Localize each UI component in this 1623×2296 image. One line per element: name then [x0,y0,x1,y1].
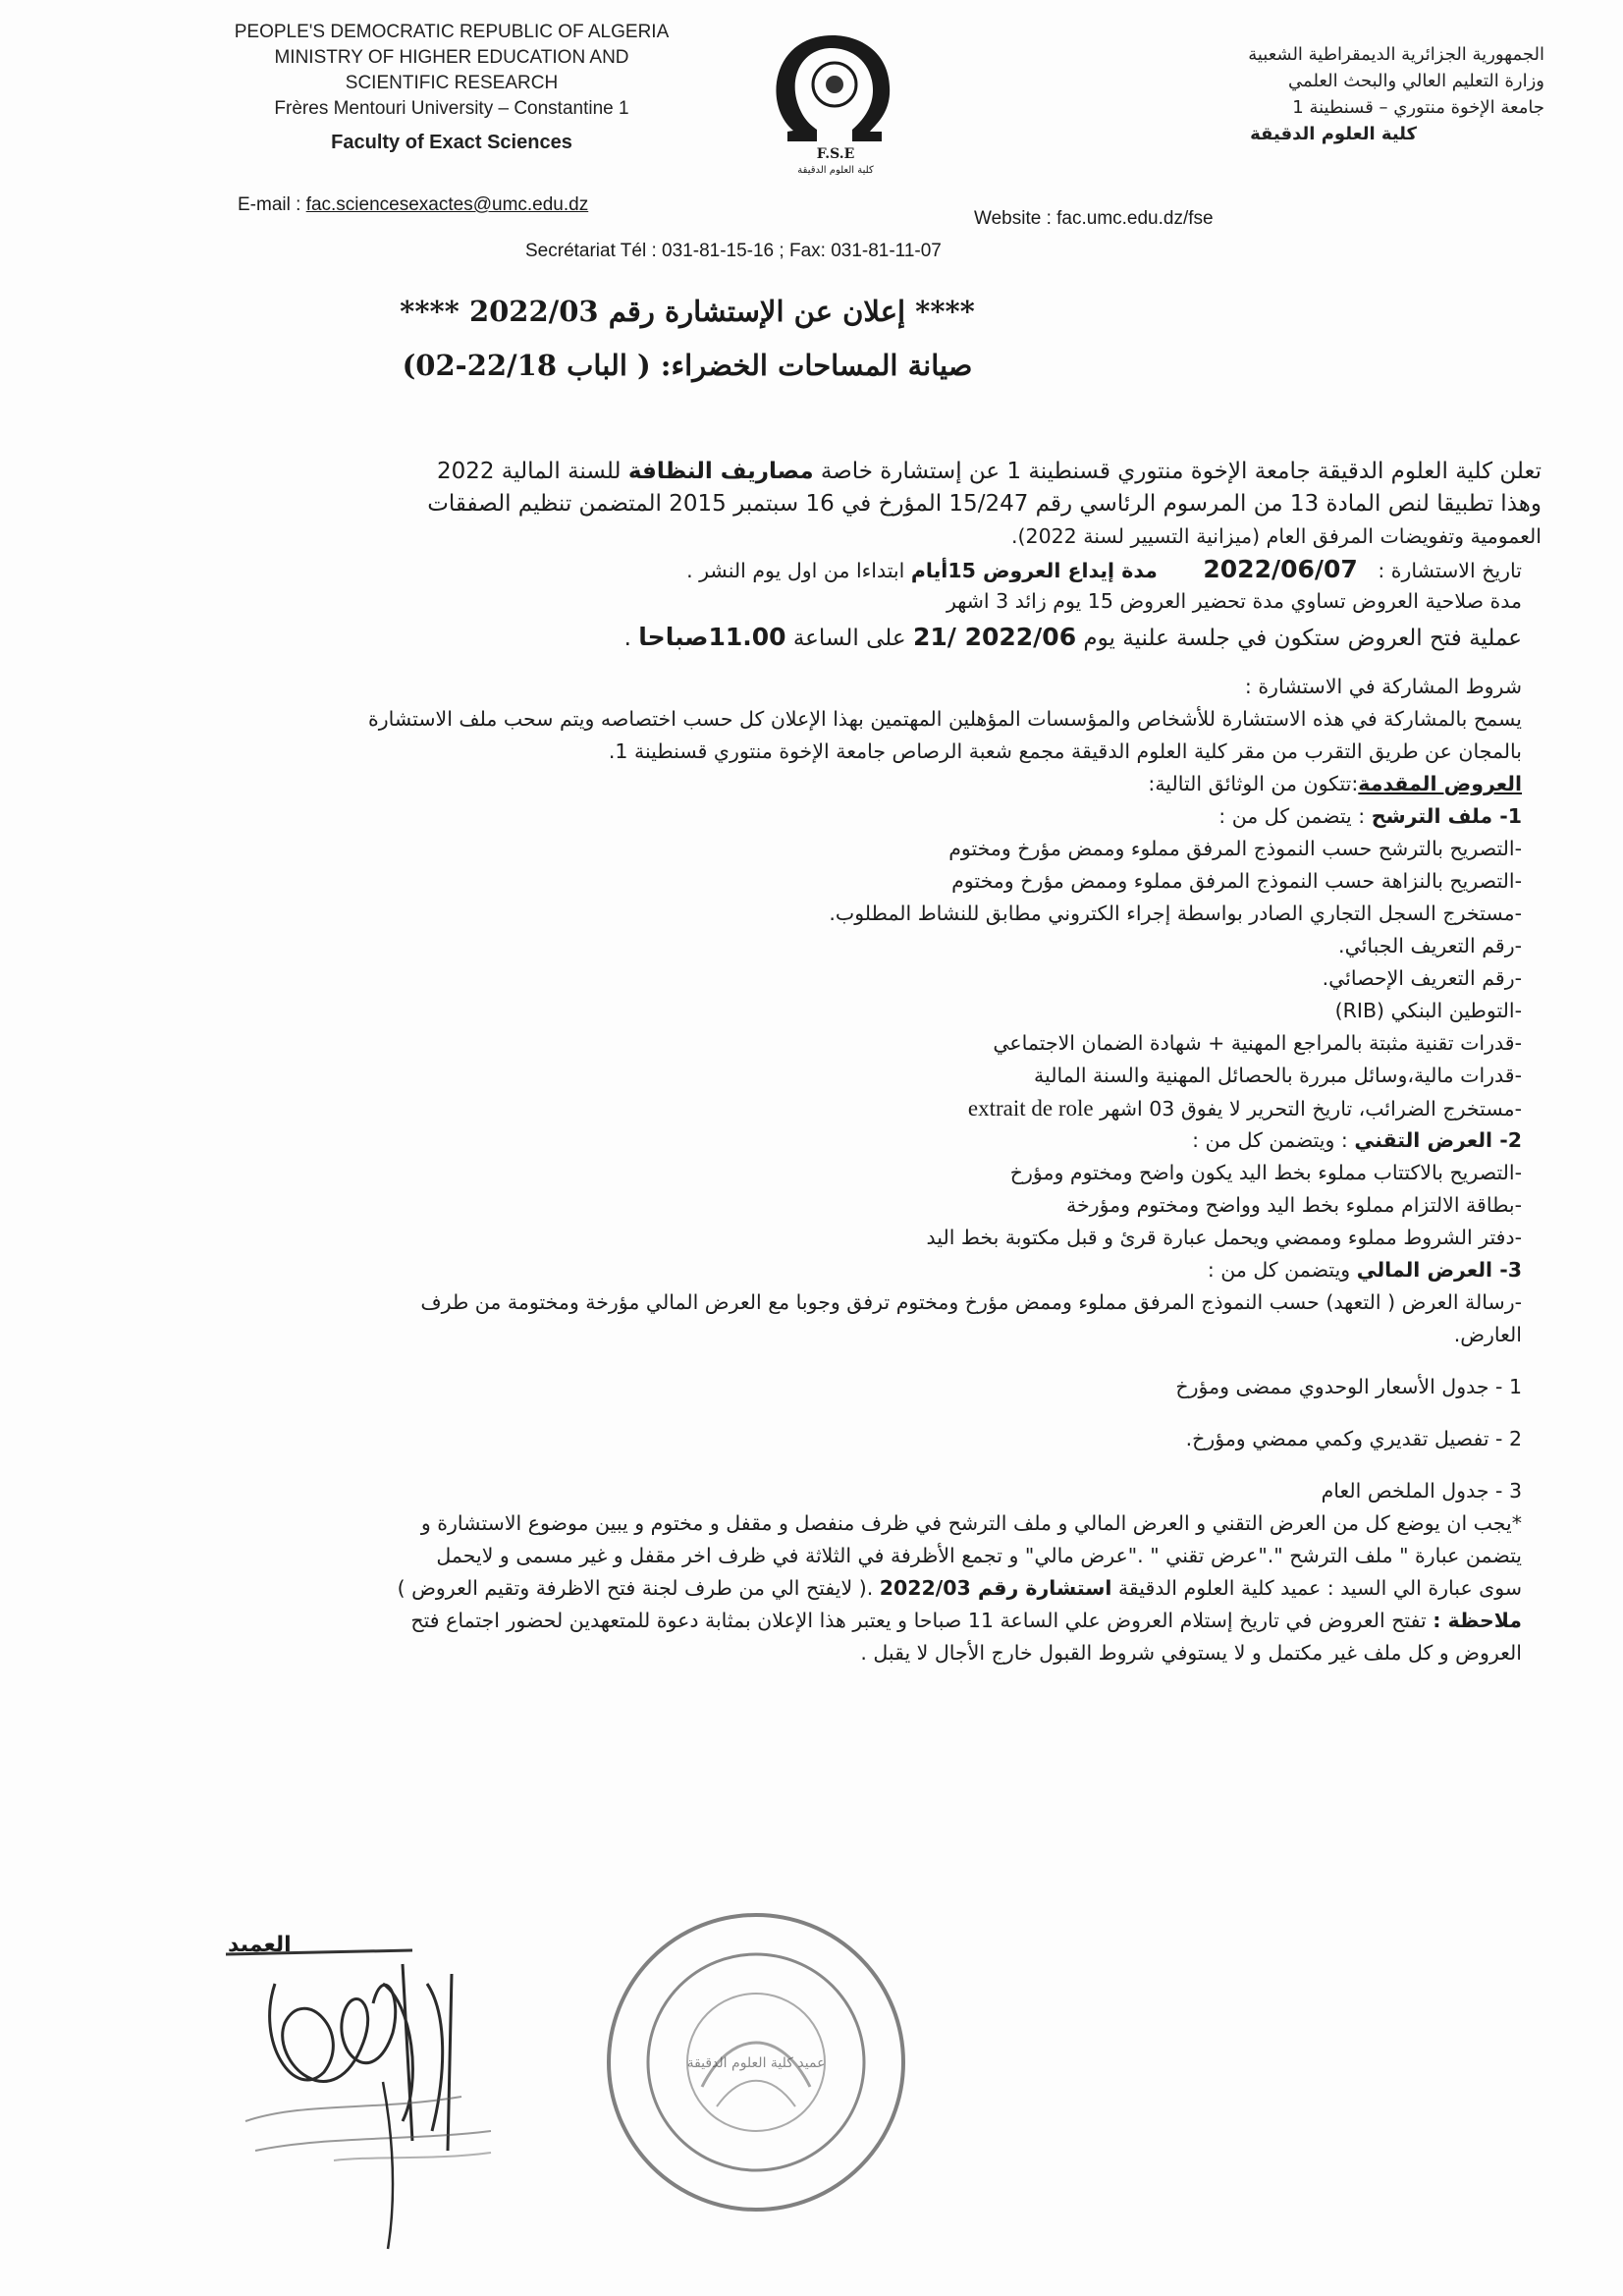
conditions-line: بالمجان عن طريق التقرب من مقر كلية العلوم الدقيقة مجمع شعبة الرصاص جامعة الإخوة منتوري قسنطينة 1. [608,739,1522,763]
section3-title [29,1254,1542,1286]
header-ar-country: الجمهورية الجزائرية الديمقراطية الشعبية [1248,44,1544,65]
stamp-text: عميد كلية العلوم الدقيقة [686,2055,826,2071]
note-text: تفتح العروض في تاريخ إستلام العروض علي الساعة 11 صباحا و يعتبر هذا الإعلان بمثابة دعوة للمتعهدين لحضور اجتماع فتح [410,1609,1434,1632]
list-item: -التصريح بالاكتتاب مملوء بخط اليد يكون واضح ومختوم ومؤرخ [1009,1161,1522,1184]
header-phone: Secrétariat Tél : 031-81-15-16 ; Fax: 031-81-11-07 [525,241,942,261]
envelope-text-end: .( لايفتح الي من طرف لجنة فتح الاظرفة وتقيم العروض ) [397,1576,880,1600]
section1-heading: 1- ملف الترشح [1371,804,1522,828]
opening-end: . [623,626,639,651]
official-stamp-icon [594,1900,918,2224]
list-item: -قدرات تقنية مثبتة بالمراجع المهنية + شهادة الضمان الاجتماعي [993,1031,1522,1055]
section2-rest: : ويتضمن كل من : [1192,1128,1355,1152]
list-item-cont: العارض. [1453,1323,1522,1346]
list-item: -رقم التعريف الإحصائي. [1322,966,1522,990]
signature-icon [216,1925,628,2259]
list-item: -التصريح بالنزاهة حسب النموذج المرفق مملوء وممض مؤرخ ومختوم [951,869,1522,893]
conditions-title: شروط المشاركة في الاستشارة : [1244,675,1522,698]
header-arabic [995,41,1544,147]
email-label: E-mail : [238,194,301,215]
announcement-subject: صيانة المساحات الخضراء: ( الباب 22/18-02) [402,349,973,382]
list-item: -التصريح بالترشح حسب النموذج المرفق مملوء وممض مؤرخ ومختوم [948,837,1522,860]
deposit-rest: ابتداءا من اول يوم النشر . [686,559,911,582]
financial-item: 1 - جدول الأسعار الوحدوي ممضى ومؤرخ [1175,1375,1522,1398]
envelope-line: *يجب ان يوضع كل من العرض التقني و العرض المالي و ملف الترشح في ظرف منفصل و مقفل و مختوم و يبين موضوع الاستشارة و [420,1511,1522,1535]
conditions-line: يسمح بالمشاركة في هذه الاستشارة للأشخاص والمؤسسات المؤهلين المهتمين بهذا الإعلان كل حسب اختصاصه ويتم سحب ملف الاستشارة [367,707,1522,731]
tax-text: -مستخرج الضرائب، تاريخ التحرير لا يفوق 03 اشهر [1093,1097,1522,1121]
announcement-body [29,456,1542,1669]
section2-heading: 2- العرض التقني [1354,1128,1522,1152]
header-line-country: PEOPLE'S DEMOCRATIC REPUBLIC OF ALGERIA [234,22,670,42]
list-item: -مستخرج السجل التجاري الصادر بواسطة إجراء الكتروني مطابق للنشاط المطلوب. [829,902,1522,925]
deposit-line [29,553,1542,585]
deposit-period: مدة إيداع العروض 15أيام [910,559,1158,582]
envelope-text: سوى عبارة الي السيد : عميد كلية العلوم الدقيقة [1111,1576,1522,1600]
offers-title [29,768,1542,800]
consultation-date: 2022/06/07 [1203,555,1358,583]
section2-title [29,1124,1542,1157]
financial-item: 3 - جدول الملخص العام [1321,1479,1522,1503]
extrait-de-role: extrait de role [967,1096,1094,1121]
envelope-bold: استشارة رقم 2022/03 [879,1576,1112,1600]
offers-title-rest: :تتكون من الوثائق التالية: [1148,772,1359,795]
list-item: -التوطين البنكي (RIB) [1334,999,1522,1022]
opening-line [29,618,1542,657]
validity-line: مدة صلاحية العروض تساوي مدة تحضير العروض 15 يوم زائد 3 اشهر [946,589,1522,613]
intro-text-end: للسنة المالية 2022 [436,459,628,484]
body-line [29,456,1542,488]
announcement-title: **** إعلان عن الإستشارة رقم 2022/03 **** [400,295,975,328]
note-label: ملاحظة : [1433,1609,1522,1632]
header-line-research: SCIENTIFIC RESEARCH [345,73,559,93]
financial-item: 2 - تفصيل تقديري وكمي ممضي ومؤرخ. [1185,1427,1522,1450]
list-item: -دفتر الشروط مملوء وممضي ويحمل عبارة قرئ و قبل مكتوبة بخط اليد [926,1226,1522,1249]
faculty-logo-icon [772,27,899,175]
list-item-tax [29,1092,1542,1124]
dean-title: العميد [228,1933,292,1957]
logo-text: F.S.E [816,146,855,162]
opening-text: عملية فتح العروض ستكون في جلسة علنية يوم [1076,626,1522,651]
header-french [147,20,756,155]
envelope-line: يتضمن عبارة " ملف الترشح "."عرض تقني " ."عرض مالي" و تجمع الأظرفة في الثلاثة في ظرف اخر مقفل و غير مسمى و لايحمل [436,1544,1522,1567]
envelope-line [29,1572,1542,1605]
header-line-university: Frères Mentouri University – Constantine 1 [274,98,629,119]
header-ar-faculty: كلية العلوم الدقيقة [1250,124,1417,144]
note-line: العروض و كل ملف غير مكتمل و لا يستوفي شروط القبول خارج الأجال لا يقبل . [860,1641,1522,1665]
section1-rest: : يتضمن كل من : [1218,804,1372,828]
section1-title [29,800,1542,833]
section3-rest: ويتضمن كل من : [1207,1258,1357,1282]
email-link[interactable]: fac.sciencesexactes@umc.edu.dz [305,194,589,215]
opening-text-mid: على الساعة [785,626,913,651]
header-ar-ministry: وزارة التعليم العالي والبحث العلمي [1288,71,1544,91]
intro-text: تعلن كلية العلوم الدقيقة جامعة الإخوة منتوري قسنطينة 1 عن إستشارة خاصة [813,459,1542,484]
list-item: -قدرات مالية،وسائل مبررة بالحصائل المهنية والسنة المالية [1034,1064,1522,1087]
opening-date: 2022/06 /21 [912,623,1077,651]
list-item: -رقم التعريف الجبائي. [1338,934,1522,957]
header-ar-university: جامعة الإخوة منتوري – قسنطينة 1 [1292,97,1544,118]
body-line: العمومية وتفويضات المرفق العام (ميزانية التسيير لسنة 2022). [1011,524,1542,548]
date-label: تاريخ الاستشارة : [1378,559,1522,582]
header-website: Website : fac.umc.edu.dz/fse [974,208,1214,229]
header-faculty: Faculty of Exact Sciences [331,132,572,153]
intro-bold: مصاريف النظافة [627,459,814,484]
header-email [238,194,588,216]
list-item: -رسالة العرض ( التعهد) حسب النموذج المرفق مملوء وممض مؤرخ ومختوم ترفق وجوبا مع العرض المالي مؤرخة ومختومة من طرف [420,1290,1522,1314]
offers-title-bold: العروض المقدمة [1358,772,1522,795]
logo-caption: كلية العلوم الدقيقة [797,165,874,175]
opening-time: 11.00صباحا [638,623,786,651]
body-line: وهذا تطبيقا لنص المادة 13 من المرسوم الرئاسي رقم 15/247 المؤرخ في 16 سبتمبر 2015 المتضمن تنظيم الصفقات [427,491,1542,517]
list-item: -بطاقة الالتزام مملوء بخط اليد وواضح ومختوم ومؤرخة [1066,1193,1522,1217]
header-line-ministry: MINISTRY OF HIGHER EDUCATION AND [274,47,629,68]
note-line [29,1605,1542,1637]
section3-heading: 3- العرض المالي [1356,1258,1522,1282]
